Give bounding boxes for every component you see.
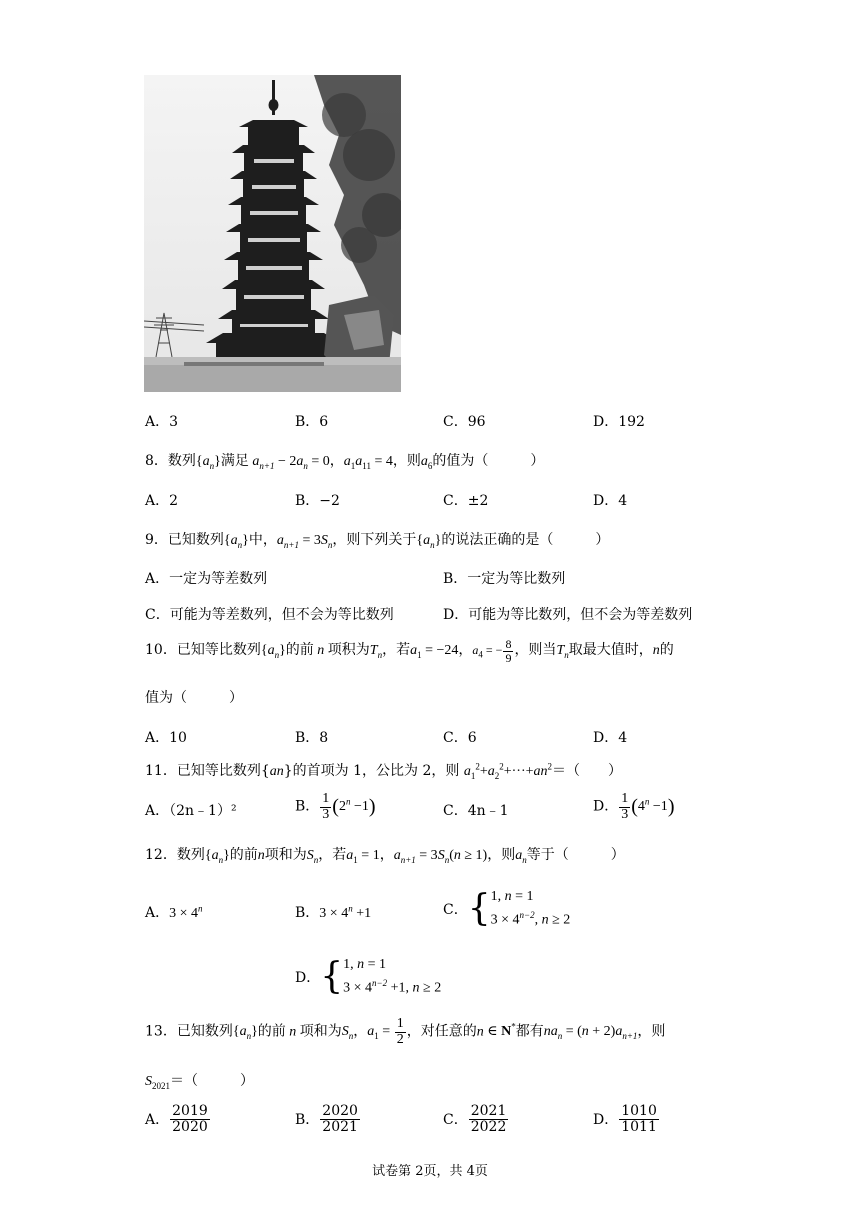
q13-option-c-label: C．: [443, 1112, 468, 1129]
q8-option-a[interactable]: A．2: [145, 493, 179, 509]
q13-option-a-numerator: 2019: [172, 1103, 208, 1119]
q12-text-3: 项和为: [264, 847, 307, 863]
q13-option-a-denominator: 2020: [172, 1118, 208, 1135]
q13-text-7: ，则: [637, 1023, 666, 1040]
q13-stem-continued: [145, 1070, 254, 1091]
q13-math-n: n: [285, 1024, 300, 1040]
q12-text-7: 等于（ ）: [526, 847, 625, 863]
q10-text-8: 的: [659, 641, 674, 658]
q13-math-seq: $\{a_n\}$: [232, 1024, 258, 1042]
q10-math-n-2: n: [652, 642, 660, 658]
q13-math-recurrence: $na_n = (n + 2)a_{n+1}$: [543, 1024, 638, 1042]
q9-text-2: 中，: [248, 532, 277, 548]
q12-option-c[interactable]: [443, 886, 570, 932]
q10-text-1: 已知等比数列: [176, 641, 261, 658]
question-8-stem: [145, 450, 544, 471]
q8-text-3: ，: [329, 453, 344, 469]
q10-math-a1: $a_1 = -24$: [410, 642, 459, 660]
q9-option-d[interactable]: D．可能为等比数列，但不会为等差数列: [443, 607, 693, 623]
q11-option-b-label: B．: [295, 798, 320, 815]
q13-text-2: 的前: [257, 1023, 286, 1040]
q11-number: 11．: [145, 763, 177, 779]
q12-option-b-label: B．: [295, 905, 320, 921]
q12-text-5: ，: [379, 847, 394, 863]
q12-option-a-math: $3 \times 4^n$: [169, 903, 203, 921]
q11-option-b[interactable]: [295, 792, 376, 822]
q9-option-c[interactable]: C．可能为等差数列，但不会为等比数列: [145, 607, 394, 623]
q8-option-d[interactable]: D．4: [593, 493, 628, 509]
q13-option-c[interactable]: [443, 1104, 509, 1134]
q13-option-d-label: D．: [593, 1112, 619, 1129]
q11-option-d[interactable]: [593, 792, 674, 822]
q8-option-c[interactable]: C．±2: [443, 493, 489, 509]
q11-option-c-label: C．: [443, 803, 468, 819]
q10-text-5: ，: [458, 641, 473, 658]
q13-number: 13．: [145, 1023, 177, 1040]
q11-text-4: ＝（ ）: [552, 763, 623, 779]
q10-math-seq: $\{a_n\}$: [260, 642, 286, 660]
question-12-stem: [145, 844, 625, 865]
q12-math-n: n: [257, 848, 265, 863]
q13-option-a[interactable]: [145, 1104, 211, 1134]
q12-math-Sn: $S_n$: [306, 848, 319, 865]
q12-math-recurrence: $a_{n+1} = 3S_n(n \ge 1)$: [393, 848, 488, 865]
question-9-stem: [145, 529, 609, 550]
q13-option-c-numerator: 2021: [470, 1103, 507, 1119]
q13-option-d-numerator: 1010: [621, 1103, 657, 1119]
q11-option-c[interactable]: [443, 800, 509, 820]
q7-option-a[interactable]: A．3: [145, 414, 179, 430]
q12-option-c-label: C．: [443, 902, 468, 919]
q10-text-3: 项积为: [327, 641, 370, 658]
q10-option-b[interactable]: B．8: [295, 730, 329, 746]
q13-text-1: 已知数列: [176, 1023, 233, 1040]
q11-option-b-math: $\frac{1}{3}$ $(2^n -1)$: [322, 791, 376, 822]
q12-text-4: ，若: [318, 847, 347, 863]
q12-option-d[interactable]: [295, 954, 441, 1000]
q12-text-6: ，则: [487, 847, 516, 863]
q10-math-n: n: [313, 642, 328, 658]
q10-option-c[interactable]: C．6: [443, 730, 477, 746]
q12-math-seq: $\{a_n\}$: [204, 848, 230, 865]
q11-math-an: an: [269, 764, 284, 779]
q13-option-b-label: B．: [295, 1112, 320, 1129]
q8-text-2: 满足: [220, 453, 249, 469]
q11-option-a-text: （2n﹣1）²: [169, 803, 237, 819]
q8-text-5: 的值为（ ）: [432, 453, 545, 469]
q11-text-3: }的首项为 1，公比为 2，则: [283, 763, 464, 779]
q12-number: 12．: [145, 847, 177, 863]
q11-option-a[interactable]: [145, 800, 237, 820]
q12-text-2: 的前: [229, 847, 258, 863]
q8-number: 8．: [145, 453, 168, 469]
left-brace-icon: {: [467, 888, 491, 930]
q13-text-8: ＝（ ）: [170, 1073, 254, 1089]
q13-option-a-label: A．: [145, 1112, 170, 1129]
q11-option-a-label: A．: [145, 803, 170, 819]
q10-number: 10．: [145, 641, 177, 658]
q13-option-c-denominator: 2022: [470, 1118, 507, 1135]
q7-option-c[interactable]: C．96: [443, 414, 486, 430]
q9-math-seq-2: $\{a_n\}$: [416, 533, 442, 550]
q12-option-c-cases: 1, n = 1 $3 \times 4^{n-2}$, n ≥ 2: [490, 889, 571, 929]
q13-math-S2021: $S_{2021}$: [145, 1074, 170, 1091]
q8-math-recurrence: $a_{n+1} - 2a_n = 0$: [248, 454, 330, 471]
q7-option-d[interactable]: D．192: [593, 414, 645, 430]
q9-text-1: 已知数列: [167, 532, 224, 548]
q9-math-recurrence: $a_{n+1} = 3S_n$: [276, 533, 333, 550]
q9-text-4: 的说法正确的是（ ）: [441, 532, 610, 548]
q13-text-4: ，: [353, 1023, 368, 1040]
q8-option-b[interactable]: B．−2: [295, 493, 340, 509]
q13-option-b-numerator: 2020: [322, 1103, 358, 1119]
q13-option-d-denominator: 1011: [621, 1118, 657, 1135]
q13-math-Sn: $S_n$: [341, 1024, 354, 1042]
q10-math-Tn-2: $T_n$: [556, 642, 569, 660]
q9-text-3: ，则下列关于: [332, 532, 417, 548]
q8-math-a6: $a_6$: [420, 454, 433, 471]
q9-number: 9．: [145, 532, 168, 548]
q12-option-a-label: A．: [145, 905, 170, 921]
q12-option-d-cases: 1, n = 1 $3 \times 4^{n-2} +1$, n ≥ 2: [343, 957, 442, 997]
q7-option-b[interactable]: B．6: [295, 414, 329, 430]
q13-option-b[interactable]: [295, 1104, 361, 1134]
q8-text-1: 数列: [167, 453, 196, 469]
q10-math-Tn: $T_n$: [369, 642, 383, 660]
q10-text-2: 的前: [285, 641, 314, 658]
q11-text-1: 已知等比数列{: [176, 763, 270, 779]
q8-math-product: $a_1a_{11} = 4$: [343, 454, 393, 471]
q12-option-b-math: $3 \times 4^n +1$: [319, 903, 372, 921]
question-10-stem: [145, 638, 674, 664]
q10-stem-continued: 值为（ ）: [145, 690, 243, 706]
q9-option-b[interactable]: B．一定为等比数列: [443, 571, 566, 587]
q9-math-seq: $\{a_n\}$: [223, 533, 249, 550]
pagoda-photo: [144, 75, 401, 392]
left-brace-icon: {: [320, 956, 344, 998]
q11-option-d-label: D．: [593, 798, 619, 815]
q13-option-d[interactable]: [593, 1104, 660, 1134]
q12-math-an: $a_n$: [515, 848, 527, 865]
q8-text-4: ，则: [392, 453, 421, 469]
q10-text-4: ，若: [382, 641, 411, 658]
q10-option-d[interactable]: D．4: [593, 730, 628, 746]
q12-option-b[interactable]: [295, 902, 371, 922]
q12-option-d-label: D．: [295, 970, 321, 987]
q11-option-d-math: $\frac{1}{3}$ $(4^n -1)$: [621, 791, 675, 822]
question-13-stem: [145, 1017, 665, 1047]
q12-math-a1: $a_1 = 1$: [346, 848, 380, 865]
q10-text-7: 取最大值时，: [568, 641, 653, 658]
question-11-stem: [145, 760, 622, 781]
q10-math-a4: $a_4$ = − $\frac{8}{9}$: [472, 637, 512, 665]
q11-option-c-text: 4n﹣1: [467, 803, 509, 819]
q13-text-5: ，对任意的: [406, 1023, 477, 1040]
q11-math-sum: $a_1^2+a_2^2+\cdot\cdot\cdot+an^2$: [463, 761, 553, 781]
q8-math-seq: $\{a_n\}$: [195, 454, 221, 471]
q13-text-3: 项和为: [299, 1023, 342, 1040]
q10-text-6: ，则当: [514, 641, 557, 658]
q13-text-6: 都有: [515, 1023, 544, 1040]
q12-option-a[interactable]: [145, 902, 203, 922]
q12-text-1: 数列: [176, 847, 205, 863]
q9-option-a[interactable]: A．一定为等差数列: [145, 571, 268, 587]
q10-option-a[interactable]: A．10: [145, 730, 187, 746]
page-footer: 试卷第 2页，共 4页: [372, 1164, 488, 1179]
q13-math-domain: n ∈ N*: [476, 1021, 516, 1040]
q13-math-a1: $a_1$ = $\frac{1}{2}$: [367, 1016, 404, 1047]
q13-option-b-denominator: 2021: [322, 1118, 358, 1135]
